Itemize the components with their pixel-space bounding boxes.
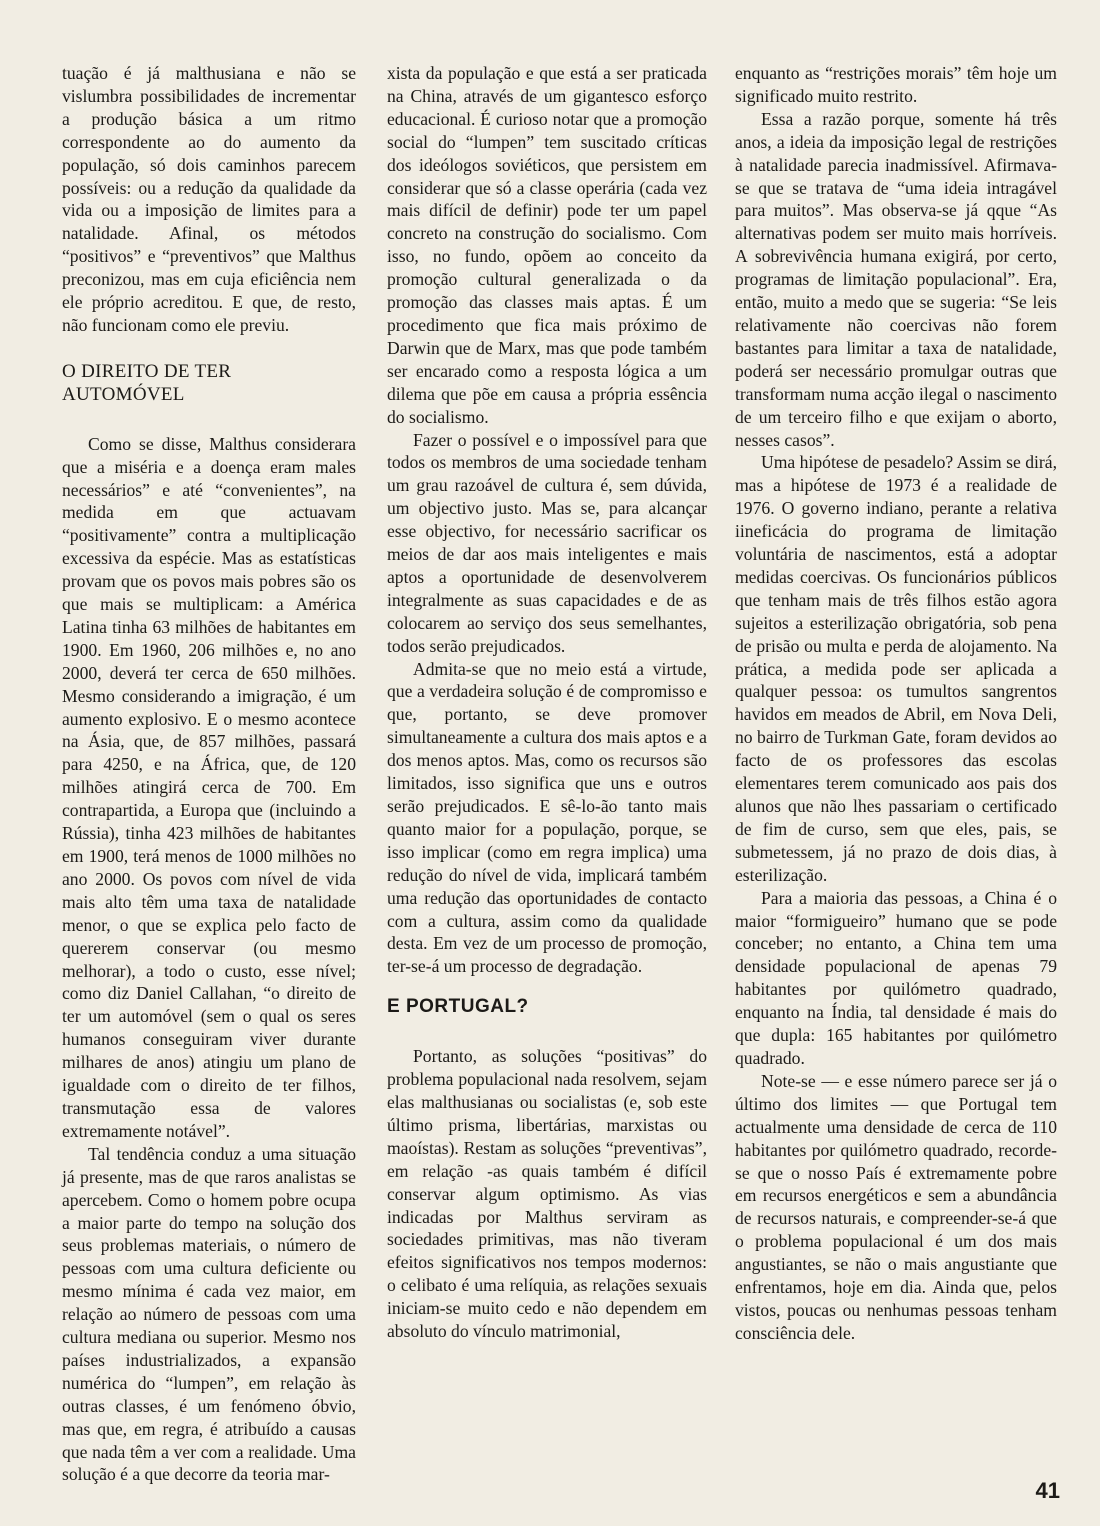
paragraph: Essa a razão porque, somente há três anos, a ideia da imposição legal de restrições à natalidade parecia inadmissível. Afirmava-se que se tratava de “uma ideia intragável para muitos”. Mas observa-se já qque “As alternativas podem ser muito mais horríveis. A sobrevivência humana exigirá, por certo, programas de limitação populacional”. Era, então, muito a medo que se sugeria: “Se leis relativamente não coercivas não forem bastantes para limitar a taxa de natalidade, poderá ser necessário promulgar outras que transformam numa acção ilegal o nascimento de um terceiro filho e que exijam o aborto, nesses casos”. xyxy=(735,108,1057,450)
paragraph: Admita-se que no meio está a virtude, que a verdadeira solução é de compromisso e que, portanto, se deve promover simultaneamente a cultura dos mais aptos e a dos menos aptos. Mas, como os recursos são limitados, isso significa que uns e outros serão prejudicados. E sê-lo-ão tanto mais quanto maior for a população, porque, se isso implicar (como em regra implica) uma redução do nível de vida, implicará também uma redução das oportunidades de contacto com a cultura, assim como da qualidade desta. Em vez de um processo de promoção, ter-se-á um processo de degradação. xyxy=(387,658,707,977)
paragraph: enquanto as “restrições morais” têm hoje um significado muito restrito. xyxy=(735,63,1057,106)
paragraph: Como se disse, Malthus considerara que a miséria e a doença eram males necessários” e até “convenientes”, na medida em que actuavam “positivamente” contra a multiplicação excessiva da espécie. Mas as estatísticas provam que os povos mais pobres são os que mais se multiplicam: a América Latina tinha 63 milhões de habitantes em 1900. Em 1960, 206 milhões e, no ano 2000, deverá ter cerca de 650 milhões. Mesmo considerando a imigração, é um aumento explosivo. E o mesmo acontece na Ásia, que, de 857 milhões, passará para 4250, e na África, que, de 120 milhões atingirá cerca de 700. Em contrapartida, a Europa que (incluindo a Rússia), tinha 423 milhões de habitantes em 1900, terá menos de 1000 milhões no ano 2000. Os povos com nível de vida mais alto têm uma taxa de natalidade menor, o que se explica pelo facto de quererem conservar (ou mesmo melhorar), a todo o custo, esse nível; como diz Daniel Callahan, “o direito de ter um automóvel (sem o qual os seres humanos conseguiram viver durante milhares de anos) atingiu um plano de igualdade com o direito de ter filhos, transmutação essa de valores extremamente notável”. xyxy=(62,433,356,1141)
paragraph: xista da população e que está a ser praticada na China, através de um gigantesco esforço educacional. É curioso notar que a promoção social do “lumpen” tem suscitado críticas dos ideólogos soviéticos, que persistem em considerar que só a classe operária (cada vez mais difícil de definir) pode ter um papel concreto na construção do socialismo. Com isso, no fundo, opõem ao conceito da promoção cultural generalizada o da promoção das classes mais aptas. É um procedimento que fica mais próximo de Darwin que de Marx, mas que pode também ser encarado como a resposta lógica a um dilema que põe em causa a própria essência do socialismo. xyxy=(387,63,707,427)
text-column-3 xyxy=(735,62,1057,1345)
paragraph: Para a maioria das pessoas, a China é o maior “formigueiro” humano que se pode conceber; no entanto, a China tem uma densidade populacional de apenas 79 habitantes por quilómetro quadrado, enquanto na Índia, tal densidade é mais do que dupla: 165 habitantes por quilómetro quadrado. xyxy=(735,887,1057,1068)
section-heading-automovel: O DIREITO DE TER AUTOMÓVEL xyxy=(62,360,232,405)
paragraph: tuação é já malthusiana e não se vislumbra possibilidades de incrementar a produção básica a um ritmo correspondente ao do aumento da população, só dois caminhos parecem possíveis: ou a redução da qualidade da vida ou a imposição de limites para a natalidade. Afinal, os métodos “positivos” e “preventivos” que Malthus preconizou, mas em cuja eficiência nem ele próprio acreditou. E que, de resto, não funcionam como ele previu. xyxy=(62,63,356,335)
paragraph: Portanto, as soluções “positivas” do problema populacional nada resolvem, sejam elas malthusianas ou socialistas (e, sob este último prisma, libertárias, marxistas ou maoístas). Restam as soluções “preventivas”, em relação -as quais também é difícil conservar algum optimismo. As vias indicadas por Malthus serviram as sociedades primitivas, mas não tiveram efeitos significativos nos tempos modernos: o celibato é uma relíquia, as relações sexuais iniciam-se muito cedo e não dependem em absoluto do vínculo matrimonial, xyxy=(387,1046,707,1342)
page-number: 41 xyxy=(1035,1478,1060,1503)
section-heading-portugal: E PORTUGAL? xyxy=(387,996,529,1018)
text-column-1 xyxy=(62,62,356,1486)
paragraph: Uma hipótese de pesadelo? Assim se dirá, mas a hipótese de 1973 é a realidade de 1976. O governo indiano, perante a relativa iineficácia do programa de limitação voluntária de nascimentos, está a adoptar medidas coercivas. Os funcionários públicos que tenham mais de três filhos estão agora sujeitos a esterilização obrigatória, sob pena de prisão ou multa e perda de alojamento. Na prática, a medida pode ser aplicada a qualquer pessoa: os tumultos sangrentos havidos em meados de Abril, em Nova Deli, no bairro de Turkman Gate, foram devidos ao facto de os professores das escolas elementares terem comunicado aos pais dos alunos que não lhes passariam o certificado de fim de curso, sem que eles, pais, se submetessem, já no prazo de dois dias, à esterilização. xyxy=(735,452,1057,885)
paragraph: Tal tendência conduz a uma situação já presente, mas de que raros analistas se apercebem. Como o homem pobre ocupa a maior parte do tempo na solução dos seus problemas materiais, o número de pessoas com uma cultura deficiente ou mesmo mínima é cada vez maior, em relação ao número de pessoas com uma cultura mediana ou superior. Mesmo nos países industrializados, a expansão numérica do “lumpen”, em relação às outras classes, é um fenómeno óbvio, mas que, em regra, é atribuído a causas que nada têm a ver com a realidade. Uma solução é a que decorre da teoria mar- xyxy=(62,1143,356,1485)
paragraph: Fazer o possível e o impossível para que todos os membros de uma sociedade tenham um grau razoável de cultura é, sem dúvida, um objectivo justo. Mas se, para alcançar esse objectivo, for necessário sacrificar os meios de dar aos mais inteligentes e mais aptos a oportunidade de desenvolverem integralmente as suas capacidades e de as colocarem ao serviço dos seus semelhantes, todos serão prejudicados. xyxy=(387,429,707,656)
paragraph: Note-se — e esse número parece ser já o último dos limites — que Portugal tem actualmente uma densidade de cerca de 110 habitantes por quilómetro quadrado, recorde-se que o nosso País é extremamente pobre em recursos energéticos e sem a abundância de recursos naturais, e compreender-se-á que o problema populacional é um dos mais angustiantes, se não o mais angustiante que enfrentamos, hoje em dia. Ainda que, pelos vistos, poucas ou nenhumas pessoas tenham consciência dele. xyxy=(735,1070,1057,1343)
text-column-2 xyxy=(387,62,707,1343)
